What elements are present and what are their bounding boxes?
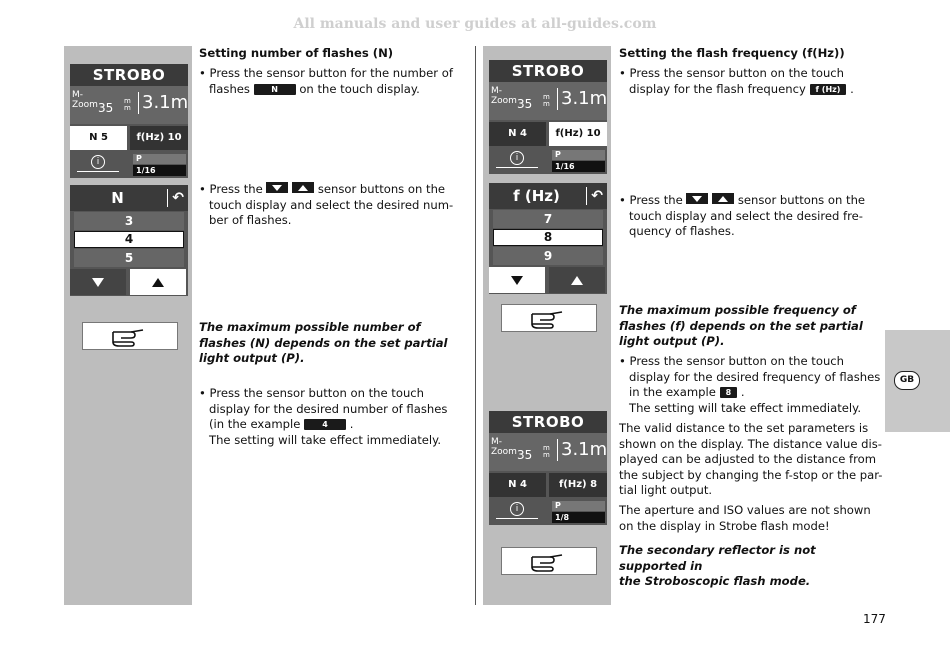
hand-pointing-icon	[501, 304, 597, 332]
n-button[interactable]: N 4	[489, 122, 546, 146]
info-icon: i	[91, 155, 105, 169]
list-item[interactable]: 7	[493, 210, 603, 228]
selector-title: f (Hz)	[513, 187, 560, 205]
example-pill: 8	[720, 387, 738, 398]
distance-value: 3.1m	[138, 92, 188, 114]
info-button[interactable]	[73, 154, 125, 174]
up-button[interactable]	[130, 269, 186, 295]
page-number: 177	[863, 612, 886, 626]
strobo-display-n5	[70, 64, 188, 178]
display-title: STROBO	[70, 64, 188, 86]
partial-light-output[interactable]: P 1/16	[549, 150, 605, 172]
zoom-row	[70, 86, 188, 124]
partial-light-output[interactable]: P 1/16	[130, 154, 186, 176]
triangle-up-icon	[130, 269, 186, 295]
back-icon[interactable]: ↶	[586, 187, 603, 205]
triangle-down-icon	[266, 182, 288, 193]
zoom-unit: m m	[124, 97, 131, 112]
zoom-row: M- Zoom 35 m m 3.1m	[489, 82, 607, 120]
n-selector	[70, 185, 188, 296]
right-note-secondary: The secondary reflector is not supported in the Stroboscopic flash mode.	[619, 543, 816, 589]
n-pill: N	[254, 84, 296, 95]
fhz-pill: f (Hz)	[810, 84, 847, 95]
up-button[interactable]	[549, 267, 605, 293]
triangle-down-icon	[686, 193, 708, 204]
left-step-3: • Press the sensor button on the touch display for the desired number of flashes (in the example 4 . The setting will take effect immediately.	[199, 386, 448, 447]
right-step-1: • Press the sensor button on the touch display for the flash frequency f (Hz) .	[619, 66, 854, 96]
back-icon[interactable]: ↶	[167, 189, 184, 207]
distance-value: 3.1m	[557, 88, 607, 110]
n-button[interactable]: N 4	[489, 473, 546, 497]
partial-light-output[interactable]: P 1/8	[549, 501, 605, 523]
zoom-value: 35	[517, 97, 533, 111]
display-title: STROBO	[489, 411, 607, 433]
zoom-value: 35	[98, 101, 114, 115]
watermark: All manuals and user guides at all-guides.com	[293, 16, 657, 32]
list-item[interactable]: 9	[493, 247, 603, 265]
left-note: The maximum possible number of flashes (N) depends on the set partial light output (P).	[199, 320, 448, 366]
zoom-row: M- Zoom 35 m m 3.1m	[489, 433, 607, 471]
triangle-up-icon	[712, 193, 734, 204]
fhz-selector	[489, 183, 607, 294]
list-item[interactable]: 3	[74, 212, 184, 230]
info-button[interactable]	[492, 150, 544, 170]
right-heading: Setting the flash frequency (f(Hz))	[619, 46, 845, 60]
list-item[interactable]: 5	[74, 249, 184, 267]
right-step-3: • Press the sensor button on the touch display for the desired frequency of flashes in the example 8 . The setting will take effect immediately.	[619, 354, 881, 415]
zoom-value: 35	[517, 448, 533, 462]
info-icon: i	[510, 151, 524, 165]
fhz-button[interactable]: f(Hz) 8	[549, 473, 607, 497]
info-button[interactable]	[492, 501, 544, 521]
language-badge: GB	[894, 371, 920, 390]
zoom-label: M- Zoom	[72, 90, 98, 110]
fhz-button[interactable]: f(Hz) 10	[130, 126, 188, 150]
info-icon: i	[510, 502, 524, 516]
column-divider	[475, 46, 476, 605]
strobo-display-f8	[489, 411, 607, 525]
left-heading: Setting number of flashes (N)	[199, 46, 394, 60]
hand-pointing-icon	[501, 547, 597, 575]
distance-value: 3.1m	[557, 439, 607, 461]
triangle-down-icon	[489, 267, 545, 293]
right-paragraph-aperture: The aperture and ISO values are not shown on the display in Strobe flash mode!	[619, 503, 871, 533]
right-paragraph-distance: The valid distance to the set parameters is shown on the display. The distance value dis- played can be adjusted to the distance from the subject by changing the f-stop or the par- tial light output.	[619, 421, 883, 498]
list-item-selected[interactable]: 4	[74, 231, 184, 248]
triangle-up-icon	[549, 267, 605, 293]
fhz-button[interactable]: f(Hz) 10	[549, 122, 607, 146]
down-button[interactable]	[489, 267, 545, 293]
n-button[interactable]: N 5	[70, 126, 127, 150]
right-note: The maximum possible frequency of flashes (f) depends on the set partial light output (P).	[619, 303, 863, 349]
example-pill: 4	[304, 419, 346, 430]
hand-pointing-icon	[82, 322, 178, 350]
down-button[interactable]	[70, 269, 126, 295]
left-step-2: • Press the sensor buttons on the touch display and select the desired num- ber of flashes.	[199, 182, 454, 228]
triangle-up-icon	[292, 182, 314, 193]
display-title: STROBO	[489, 60, 607, 82]
list-item-selected[interactable]: 8	[493, 229, 603, 246]
triangle-down-icon	[70, 269, 126, 295]
right-step-2: • Press the sensor buttons on the touch display and select the desired fre- quency of flashes.	[619, 193, 866, 239]
selector-title: N	[111, 189, 124, 207]
left-step-1: • Press the sensor button for the number of flashes N on the touch display.	[199, 66, 453, 96]
strobo-display-n4	[489, 60, 607, 174]
